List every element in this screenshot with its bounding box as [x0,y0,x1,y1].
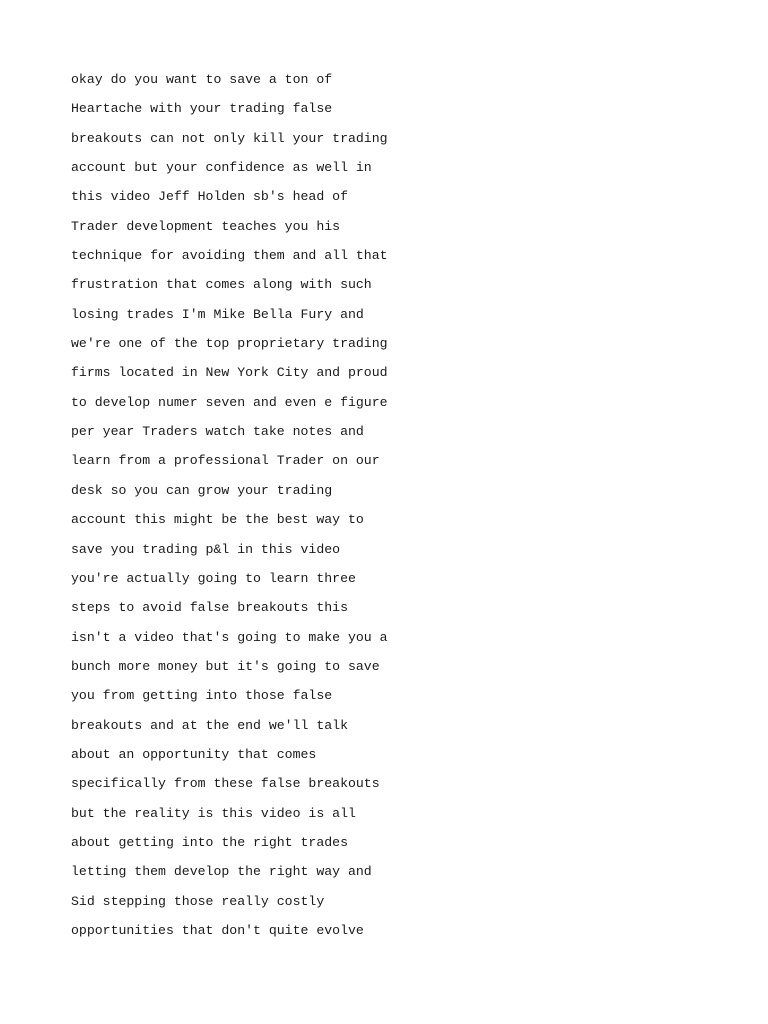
text-line: Trader development teaches you his [71,218,341,234]
text-line: you from getting into those false [71,688,333,704]
text-line: we're one of the top proprietary trading [71,336,388,352]
text-line: firms located in New York City and proud [71,365,388,381]
text-line: desk so you can grow your trading [71,482,333,498]
text-line: to develop numer seven and even e figure [71,394,388,410]
text-line: opportunities that don't quite evolve [71,922,364,938]
text-line: learn from a professional Trader on our [71,453,380,469]
text-line: Sid stepping those really costly [71,893,325,909]
text-line: account this might be the best way to [71,512,364,528]
text-line: save you trading p&l in this video [71,541,341,557]
text-line: losing trades I'm Mike Bella Fury and [71,306,364,322]
text-line: specifically from these false breakouts [71,776,380,792]
text-line: per year Traders watch take notes and [71,424,364,440]
text-line: account but your confidence as well in [71,160,372,176]
text-line: this video Jeff Holden sb's head of [71,189,348,205]
text-line: frustration that comes along with such [71,277,372,293]
text-line: isn't a video that's going to make you a [71,629,388,645]
text-line: technique for avoiding them and all that [71,248,388,264]
text-line: Heartache with your trading false [71,101,333,117]
text-line: about getting into the right trades [71,834,348,850]
text-line: breakouts and at the end we'll talk [71,717,348,733]
text-line: but the reality is this video is all [71,805,356,821]
text-line: letting them develop the right way and [71,864,372,880]
text-line: steps to avoid false breakouts this [71,600,348,616]
text-line: you're actually going to learn three [71,570,356,586]
text-line: bunch more money but it's going to save [71,658,380,674]
text-line: okay do you want to save a ton of [71,72,333,87]
text-line: breakouts can not only kill your trading [71,130,388,146]
transcript-text [71,68,711,948]
text-line: about an opportunity that comes [71,746,317,762]
